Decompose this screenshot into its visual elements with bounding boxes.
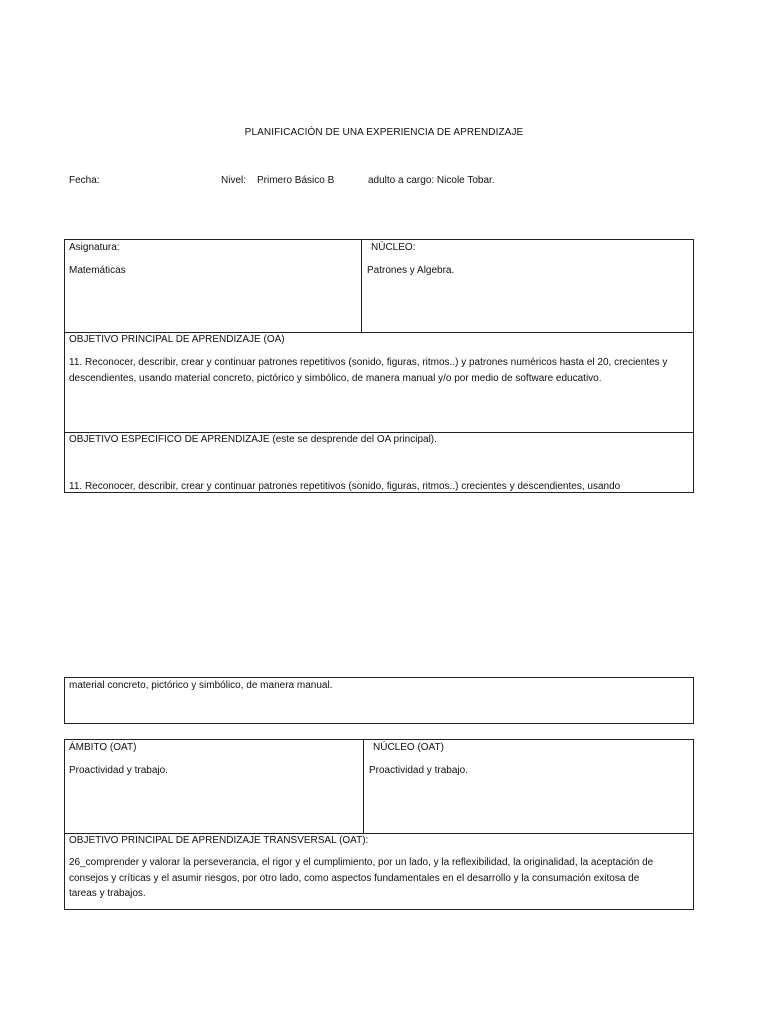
column-divider <box>361 240 362 332</box>
nucleo-label: NÚCLEO: <box>371 242 416 253</box>
fecha-label: Fecha: <box>69 175 100 186</box>
table-objetivos <box>64 239 694 493</box>
adulto-a-cargo: adulto a cargo: Nicole Tobar. <box>368 175 495 186</box>
nivel-value: Primero Básico B <box>257 175 335 186</box>
column-divider <box>363 740 364 833</box>
oa-label: OBJETIVO PRINCIPAL DE APRENDIZAJE (OA) <box>69 334 285 345</box>
document-title: PLANIFICACIÓN DE UNA EXPERIENCIA DE APRENDIZAJE <box>244 127 524 138</box>
ambito-label: ÁMBITO (OAT) <box>69 742 137 753</box>
oa-text: 11. Reconocer, describir, crear y continuar patrones repetitivos (sonido, figuras, ritmos..) y patrones numéricos hasta el 20, crecientes y descendientes, usando material concreto, pictórico y simbólico, de manera manual y/o por medio de software educativo. <box>69 357 668 384</box>
oe-label: OBJETIVO ESPECIFICO DE APRENDIZAJE (este se desprende del OA principal). <box>69 434 437 445</box>
nivel-label: Nivel: <box>221 175 247 186</box>
oe-text-continuation: material concreto, pictórico y simbólico, de manera manual. <box>69 680 333 691</box>
nucleo-oat-label: NÚCLEO (OAT) <box>373 742 444 753</box>
table-oat <box>64 739 694 910</box>
asignatura-value: Matemáticas <box>69 265 126 276</box>
asignatura-label: Asignatura: <box>69 242 120 253</box>
table-continuacion <box>64 677 694 724</box>
ambito-value: Proactividad y trabajo. <box>69 765 168 776</box>
oat-label: OBJETIVO PRINCIPAL DE APRENDIZAJE TRANSVERSAL (OAT): <box>69 835 369 846</box>
oe-text: 11. Reconocer, describir, crear y continuar patrones repetitivos (sonido, figuras, ritmos..) crecientes y descendientes, usando <box>69 481 621 492</box>
nucleo-oat-value: Proactividad y trabajo. <box>369 765 468 776</box>
oat-text: 26_comprender y valorar la perseverancia, el rigor y el cumplimiento, por un lado, y la reflexibilidad, la originalidad, la aceptación de consejos y críticas y el asumir riesgos, por otro lado, como aspectos fundamentales en el desarrollo y la consumación exitosa de tareas y trabajos. <box>69 857 654 899</box>
nucleo-value: Patrones y Algebra. <box>367 265 455 276</box>
